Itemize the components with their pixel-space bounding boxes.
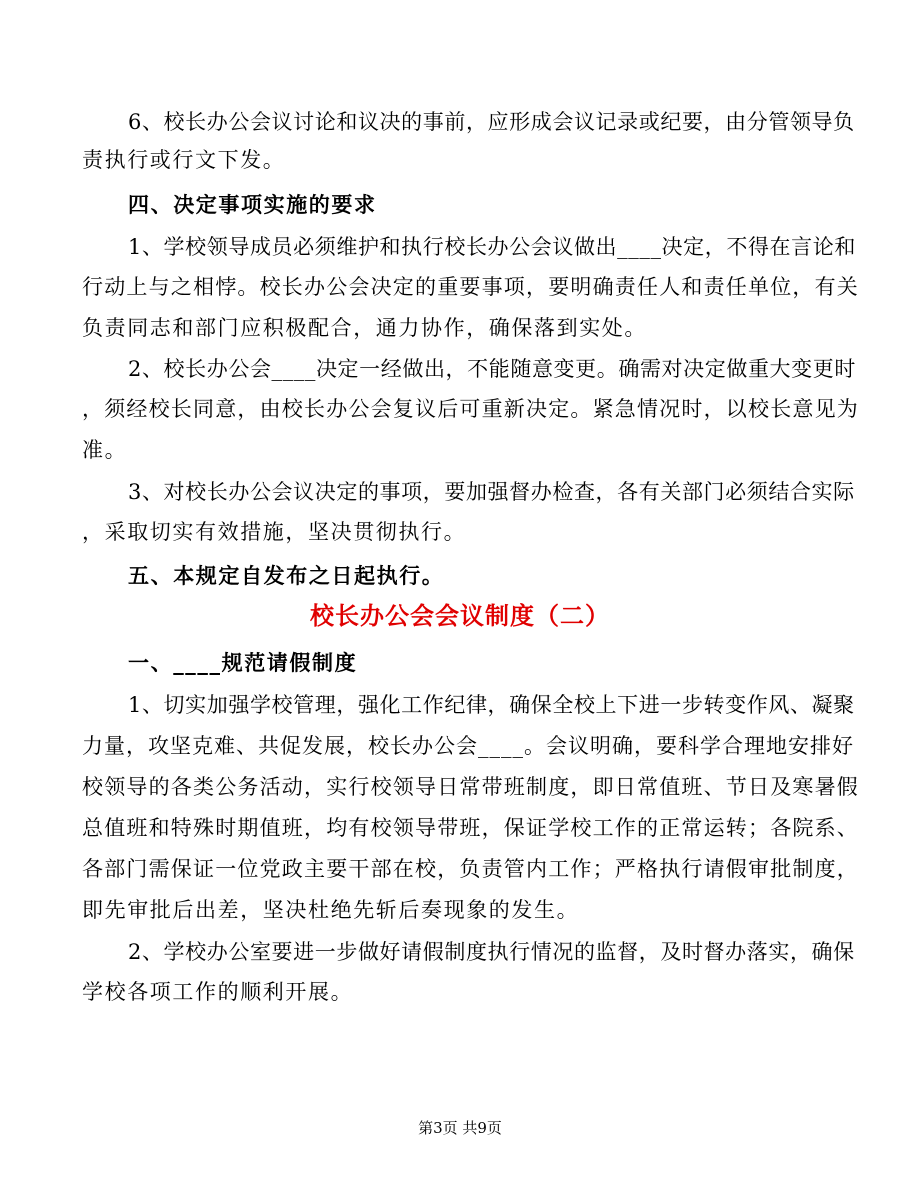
item-2-line-3: 准。: [82, 438, 128, 462]
item-2-line-2: ，须经校长同意，由校长办公会复议后可重新决定。紧急情况时，以校长意见为: [82, 397, 859, 421]
para-2-line-2: 学校各项工作的顺利开展。: [82, 980, 354, 1004]
heading-five: 五、本规定自发布之日起执行。: [128, 563, 445, 588]
heading-four: 四、决定事项实施的要求: [128, 192, 377, 217]
page-footer: 第3页 共9页: [418, 1119, 502, 1137]
para-2-line-1: 2、学校办公室要进一步做好请假制度执行情况的监督，及时督办落实，确保: [128, 940, 855, 964]
para-1-line-4: 总值班和特殊时期值班，均有校领导带班，保证学校工作的正常运转；各院系、: [82, 816, 859, 840]
item-6-line-1: 6、校长办公会议讨论和议决的事前，应形成会议记录或纪要，由分管领导负: [128, 110, 855, 134]
item-2-line-1: 2、校长办公会____决定一经做出，不能随意变更。确需对决定做重大变更时: [128, 357, 856, 381]
para-1-line-1: 1、切实加强学校管理，强化工作纪律，确保全校上下进一步转变作风、凝聚: [128, 693, 855, 717]
item-3-line-2: ，采取切实有效措施，坚决贯彻执行。: [82, 520, 467, 544]
item-1-line-1: 1、学校领导成员必须维护和执行校长办公会议做出____决定，不得在言论和: [128, 235, 856, 259]
para-1-line-2: 力量，攻坚克难、共促发展，校长办公会____。会议明确，要科学合理地安排好: [82, 734, 854, 758]
item-1-line-2: 行动上与之相悖。校长办公会决定的重要事项，要明确责任人和责任单位，有关: [82, 275, 859, 299]
heading-one: 一、____规范请假制度: [128, 650, 358, 675]
para-1-line-6: 即先审批后出差，坚决杜绝先斩后奏现象的发生。: [82, 898, 580, 922]
para-1-line-5: 各部门需保证一位党政主要干部在校，负责管内工作；严格执行请假审批制度，: [82, 857, 859, 881]
item-3-line-1: 3、对校长办公会议决定的事项，要加强督办检查，各有关部门必须结合实际: [128, 480, 855, 504]
item-1-line-3: 负责同志和部门应积极配合，通力协作，确保落到实处。: [82, 316, 647, 340]
para-1-line-3: 校领导的各类公务活动，实行校领导日常带班制度，即日常值班、节日及寒暑假: [82, 775, 859, 799]
item-6-line-2: 责执行或行文下发。: [82, 148, 286, 172]
section-title: 校长办公会会议制度（二）: [310, 601, 610, 630]
